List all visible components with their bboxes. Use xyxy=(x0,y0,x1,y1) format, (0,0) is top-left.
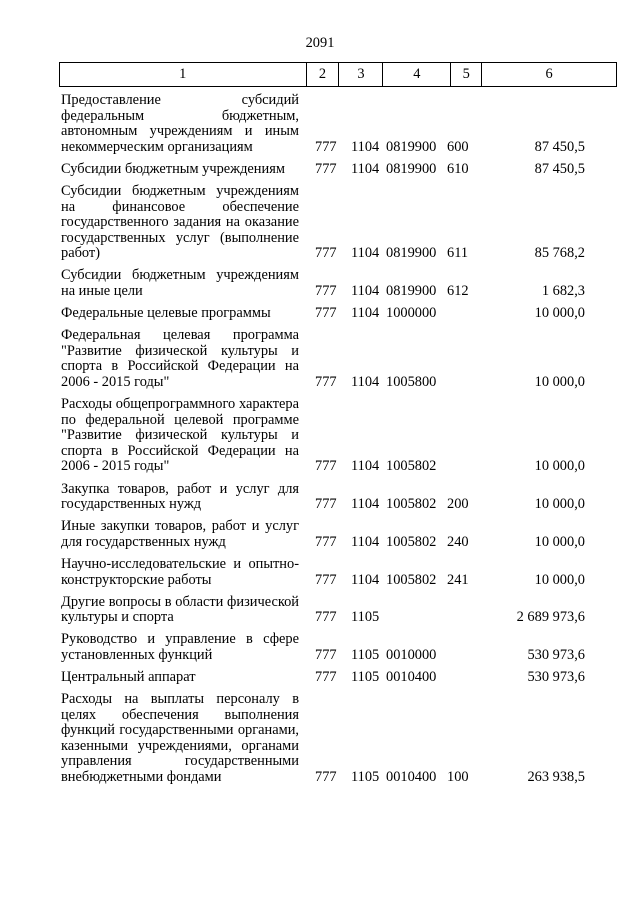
row-description: Субсидии бюджетным учреждениям xyxy=(61,160,285,177)
table-row xyxy=(61,557,621,588)
row-section: 1104 xyxy=(351,160,380,177)
row-section: 1104 xyxy=(351,458,380,475)
header-col-1: 1 xyxy=(59,63,306,86)
page-number: 2091 xyxy=(305,35,335,51)
row-target-article: 1005802 xyxy=(386,533,437,550)
table-row xyxy=(61,306,621,322)
row-target-article: 0010400 xyxy=(386,669,437,685)
row-target-article: 0819900 xyxy=(386,160,437,177)
row-amount: 10 000,0 xyxy=(534,305,585,322)
row-target-article: 1000000 xyxy=(386,305,437,322)
row-target-article: 0010000 xyxy=(386,646,437,663)
row-expense-type: 240 xyxy=(447,533,469,550)
row-ved: 777 xyxy=(315,374,337,390)
header-col-6: 6 xyxy=(481,63,616,86)
row-description: Центральный аппарат xyxy=(61,669,196,685)
row-description: Закупка товаров, работ и услуг для государственных нужд xyxy=(61,480,299,513)
row-description: Руководство и управление в сфере установленных функций xyxy=(61,631,299,663)
row-section: 1104 xyxy=(351,374,380,390)
table-row xyxy=(61,482,621,513)
row-ved: 777 xyxy=(315,283,337,300)
row-target-article: 1005802 xyxy=(386,571,437,588)
row-ved: 777 xyxy=(315,138,337,155)
row-ved: 777 xyxy=(315,571,337,588)
row-section: 1104 xyxy=(351,138,380,155)
row-expense-type: 200 xyxy=(447,496,469,513)
row-section: 1104 xyxy=(351,283,380,300)
row-section: 1104 xyxy=(351,571,380,588)
table-row xyxy=(61,93,621,155)
row-target-article: 0819900 xyxy=(386,283,437,300)
row-amount: 530 973,6 xyxy=(527,669,585,685)
row-description: Субсидии бюджетным учреждениям на иные цели xyxy=(61,267,299,300)
row-expense-type: 612 xyxy=(447,283,469,300)
row-expense-type: 100 xyxy=(447,769,469,786)
row-description: Федеральная целевая программа "Развитие физической культуры и спорта в Российской Федерации на 2006 - 2015 годы" xyxy=(61,327,299,390)
row-target-article: 0819900 xyxy=(386,138,437,155)
row-amount: 1 682,3 xyxy=(541,283,585,300)
row-amount: 530 973,6 xyxy=(527,646,585,663)
row-target-article: 1005802 xyxy=(386,496,437,513)
header-col-5: 5 xyxy=(450,63,481,86)
row-target-article: 1005800 xyxy=(386,374,437,390)
table-row xyxy=(61,397,621,475)
row-section: 1104 xyxy=(351,533,380,550)
row-description: Научно-исследовательские и опытно-конструкторские работы xyxy=(61,555,299,588)
row-description: Расходы на выплаты персоналу в целях обеспечения выполнения функций государственными органами, казенными учреждениями, органами управления государственными внебюджетными фондами xyxy=(61,691,299,786)
row-amount: 10 000,0 xyxy=(534,496,585,513)
row-amount: 10 000,0 xyxy=(534,374,585,390)
row-ved: 777 xyxy=(315,533,337,550)
row-section: 1105 xyxy=(351,646,380,663)
row-ved: 777 xyxy=(315,245,337,262)
header-col-4: 4 xyxy=(382,63,450,86)
table-row xyxy=(61,184,621,262)
row-amount: 10 000,0 xyxy=(534,533,585,550)
row-ved: 777 xyxy=(315,609,337,626)
row-amount: 2 689 973,6 xyxy=(516,609,585,626)
row-ved: 777 xyxy=(315,305,337,322)
table-row xyxy=(61,162,621,178)
table-header xyxy=(59,62,617,87)
row-target-article: 0010400 xyxy=(386,769,437,786)
table-row xyxy=(61,519,621,550)
row-description: Субсидии бюджетным учреждениям на финансовое обеспечение государственного задания на оказание государственных услуг (выполнение работ) xyxy=(61,182,299,262)
budget-table-body xyxy=(61,93,621,792)
row-ved: 777 xyxy=(315,160,337,177)
table-row xyxy=(61,692,621,786)
row-ved: 777 xyxy=(315,669,337,685)
row-amount: 263 938,5 xyxy=(527,769,585,786)
row-ved: 777 xyxy=(315,496,337,513)
row-expense-type: 610 xyxy=(447,160,469,177)
row-amount: 10 000,0 xyxy=(534,458,585,475)
table-row xyxy=(61,268,621,299)
row-expense-type: 600 xyxy=(447,138,469,155)
row-amount: 87 450,5 xyxy=(534,138,585,155)
header-col-2: 2 xyxy=(306,63,339,86)
row-section: 1105 xyxy=(351,669,380,685)
row-expense-type: 241 xyxy=(447,571,469,588)
row-description: Предоставление субсидий федеральным бюджетным, автономным учреждениям и иным некоммерческим организациям xyxy=(61,92,299,155)
table-row xyxy=(61,595,621,626)
row-description: Расходы общепрограммного характера по федеральной целевой программе "Развитие физической культуры и спорта в Российской Федерации на 2006 - 2015 годы" xyxy=(61,396,299,475)
row-description: Иные закупки товаров, работ и услуг для государственных нужд xyxy=(61,518,299,550)
row-section: 1105 xyxy=(351,609,380,626)
row-description: Другие вопросы в области физической культуры и спорта xyxy=(61,593,299,626)
row-amount: 10 000,0 xyxy=(534,571,585,588)
table-row xyxy=(61,328,621,390)
row-section: 1104 xyxy=(351,305,380,322)
header-col-3: 3 xyxy=(338,63,382,86)
row-description: Федеральные целевые программы xyxy=(61,305,271,322)
row-expense-type: 611 xyxy=(447,245,469,262)
row-ved: 777 xyxy=(315,458,337,475)
row-section: 1105 xyxy=(351,769,380,786)
row-target-article: 0819900 xyxy=(386,245,437,262)
row-section: 1104 xyxy=(351,245,380,262)
row-ved: 777 xyxy=(315,769,337,786)
row-amount: 85 768,2 xyxy=(534,245,585,262)
table-row xyxy=(61,632,621,663)
row-amount: 87 450,5 xyxy=(534,160,585,177)
table-row xyxy=(61,670,621,686)
row-ved: 777 xyxy=(315,646,337,663)
row-target-article: 1005802 xyxy=(386,458,437,475)
row-section: 1104 xyxy=(351,496,380,513)
